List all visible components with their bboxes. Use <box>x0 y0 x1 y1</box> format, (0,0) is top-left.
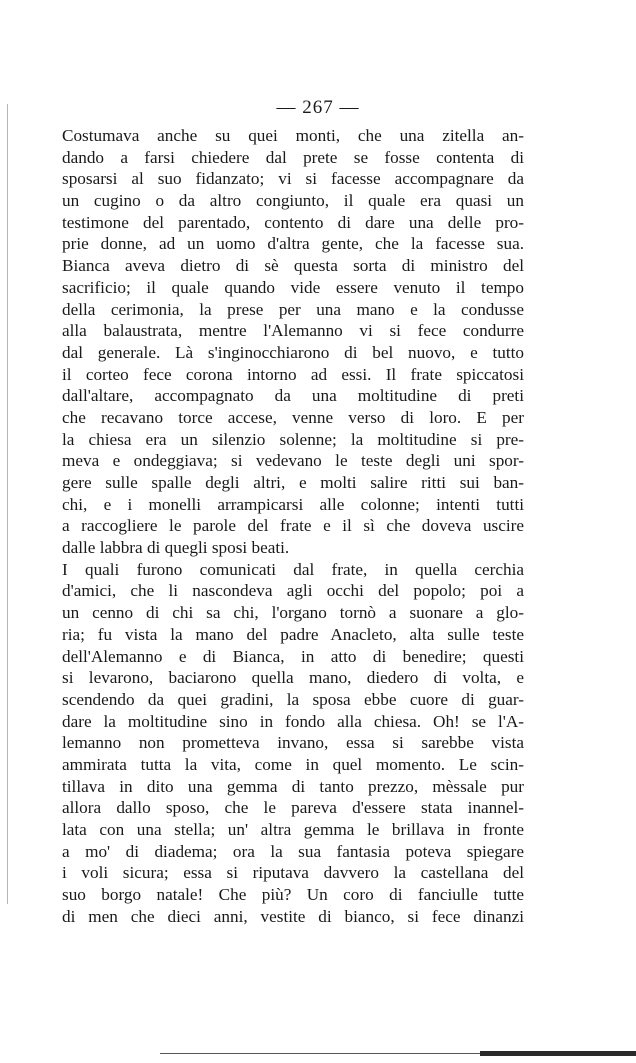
text-line: tillava in dito una gemma di tanto prezzo, mèssale pur <box>62 776 524 796</box>
text-line: I quali furono comunicati dal frate, in quella cerchia <box>62 559 524 579</box>
text-line: la chiesa era un silenzio solenne; la moltitudine si pre- <box>62 429 524 449</box>
text-line: suo borgo natale! Che più? Un coro di fanciulle tutte <box>62 885 524 905</box>
text-line: d'amici, che li nascondeva agli occhi del popolo; poi a <box>62 581 524 601</box>
text-line: della cerimonia, la prese per una mano e la condusse <box>62 299 524 319</box>
text-line: meva e ondeggiava; si vedevano le teste degli uni spor- <box>62 451 524 471</box>
text-line: i voli sicura; essa si riputava davvero la castellana del <box>62 863 524 883</box>
bottom-page-edge <box>160 1051 636 1057</box>
text-line: chi, e i monelli arrampicarsi alle colonne; intenti tutti <box>62 494 524 514</box>
text-line: scendendo da quei gradini, la sposa ebbe cuore di guar- <box>62 689 524 709</box>
text-line: dall'altare, accompagnato da una moltitudine di preti <box>62 386 524 406</box>
text-line: ria; fu vista la mano del padre Anacleto, alta sulle teste <box>62 624 524 644</box>
text-line: dell'Alemanno e di Bianca, in atto di benedire; questi <box>62 646 524 666</box>
text-line: sacrificio; il quale quando vide essere venuto il tempo <box>62 277 524 297</box>
text-line: prie donne, ad un uomo d'altra gente, che la facesse sua. <box>62 234 524 254</box>
text-line: si levarono, baciarono quella mano, diedero di volta, e <box>62 668 524 688</box>
page-edge-line <box>7 104 8 904</box>
text-line: sposarsi al suo fidanzato; vi si facesse accompagnare da <box>62 169 524 189</box>
text-line: lata con una stella; un' altra gemma le brillava in fronte <box>62 820 524 839</box>
text-line: lemanno non prometteva invano, essa si sarebbe vista <box>62 733 524 753</box>
text-line: gere sulle spalle degli altri, e molti salire ritti sui ban- <box>62 473 524 492</box>
text-line: un cugino o da altro congiunto, il quale era quasi un <box>62 191 524 211</box>
bottom-rule-thin <box>160 1053 480 1054</box>
bottom-rule-thick <box>480 1051 636 1056</box>
text-line: Costumava anche su quei monti, che una zitella an- <box>62 126 524 145</box>
text-line: dando a farsi chiedere dal prete se fosse contenta di <box>62 147 524 167</box>
text-line: un cenno di chi sa chi, l'organo tornò a suonare a glo- <box>62 603 524 623</box>
text-line: ammirata tutta la vita, come in quel momento. Le scin- <box>62 754 524 774</box>
text-line: a raccogliere le parole del frate e il sì che doveva uscire <box>62 516 524 536</box>
text-line: a mo' di diadema; ora la sua fantasia poteva spiegare <box>62 841 524 861</box>
text-line: il corteo fece corona intorno ad essi. Il frate spiccatosi <box>62 364 524 384</box>
text-line: allora dallo sposo, che le pareva d'essere stata inannel- <box>62 798 524 818</box>
text-line: testimone del parentado, contento di dare una delle pro- <box>62 212 524 232</box>
text-line: dare la moltitudine sino in fondo alla chiesa. Oh! se l'A- <box>62 711 524 731</box>
text-line: alla balaustrata, mentre l'Alemanno vi si fece condurre <box>62 321 524 341</box>
body-text <box>62 125 524 927</box>
text-line: Bianca aveva dietro di sè questa sorta di ministro del <box>62 256 524 276</box>
text-line: dal generale. Là s'inginocchiarono di bel nuovo, e tutto <box>62 342 524 362</box>
text-line: dalle labbra di quegli sposi beati. <box>62 538 290 558</box>
text-line: che recavano torce accese, venne verso di loro. E per <box>62 407 524 427</box>
page-number: — 267 — <box>276 97 360 118</box>
text-line: di men che dieci anni, vestite di bianco, si fece dinanzi <box>62 906 524 926</box>
